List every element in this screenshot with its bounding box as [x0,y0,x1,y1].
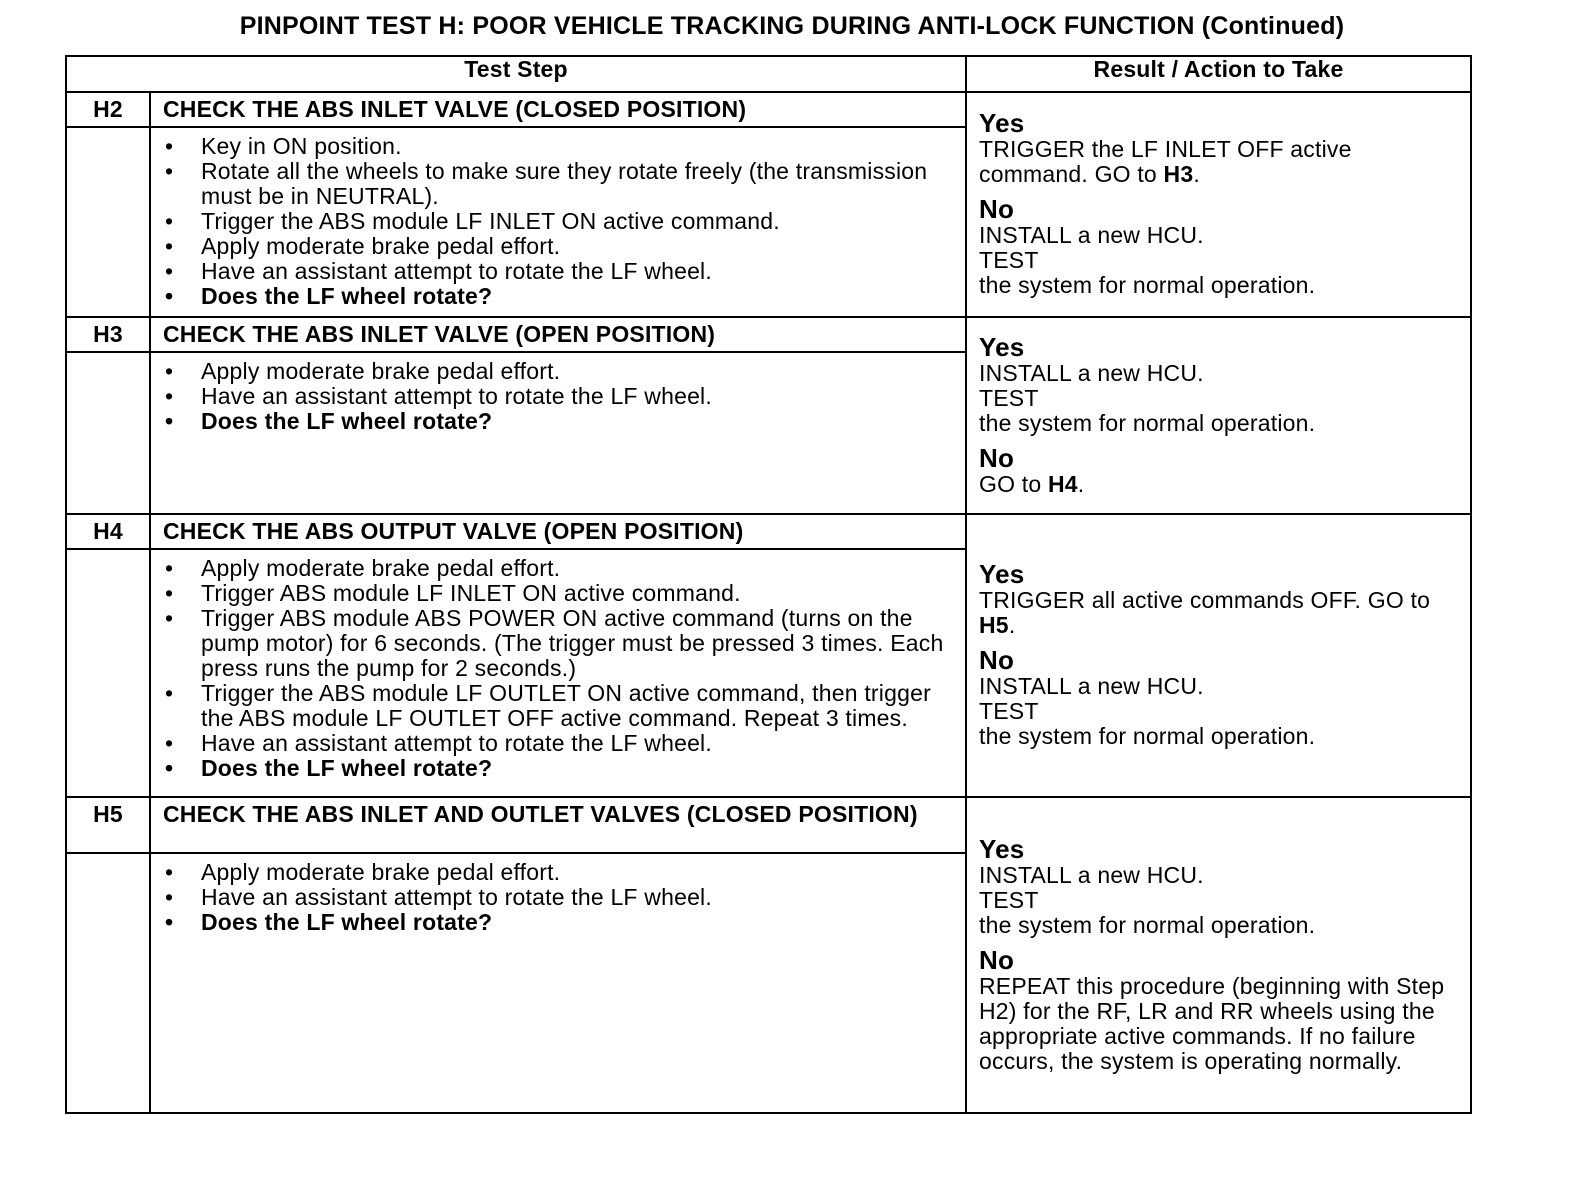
no-action-end: . [1077,470,1085,497]
step-title: CHECK THE ABS OUTPUT VALVE (OPEN POSITION) [150,514,966,549]
yes-action-line: TEST [979,886,1039,913]
yes-label: Yes [979,108,1025,138]
step-id: H3 [66,317,150,352]
yes-action-text: TRIGGER all active commands OFF. GO to [979,587,1431,613]
no-label: No [979,194,1015,224]
yes-action-line: INSTALL a new HCU. [979,861,1204,888]
no-action-line: INSTALL a new HCU. [979,222,1204,248]
yes-label: Yes [979,833,1025,864]
step-id-blank [66,127,150,317]
yes-action-line: the system for normal operation. [979,911,1316,938]
no-result [979,646,1462,749]
step-id-blank [66,352,150,514]
instruction-item: • Trigger the ABS module LF INLET ON active command. [163,209,949,234]
yes-action-end: . [1193,161,1200,187]
no-result [979,946,1462,1074]
step-instructions [150,853,966,1113]
step-title: CHECK THE ABS INLET VALVE (OPEN POSITION) [150,317,966,352]
no-label: No [979,442,1015,473]
instruction-item: • Have an assistant attempt to rotate the LF wheel. [163,731,949,756]
step-instructions [150,549,966,797]
instruction-item: • Apply moderate brake pedal effort. [163,860,949,885]
step-id: H4 [66,514,150,549]
instruction-question: • Does the LF wheel rotate? [163,409,949,434]
no-action: REPEAT this procedure (beginning with Step H2) for the RF, LR and RR wheels using the appropriate active commands. If no failure occurs, the system is operating normally. [979,972,1445,1074]
no-action-line: the system for normal operation. [979,272,1316,298]
instruction-list [163,134,949,309]
no-result [979,195,1462,298]
instruction-question: • Does the LF wheel rotate? [163,756,949,781]
instruction-item: • Have an assistant attempt to rotate the LF wheel. [163,259,949,284]
instruction-item: • Trigger ABS module LF INLET ON active command. [163,581,949,606]
no-action-line: TEST [979,698,1039,724]
instruction-item: • Rotate all the wheels to make sure they rotate freely (the transmission must be in NEUTRAL). [163,159,949,209]
yes-action-line: TEST [979,384,1039,411]
step-title-row [66,797,1471,853]
no-action [979,472,1462,497]
step-id-blank [66,853,150,1113]
instruction-question: • Does the LF wheel rotate? [163,910,949,935]
instruction-item: • Trigger the ABS module LF OUTLET ON active command, then trigger the ABS module LF OUTLET OFF active command. Repeat 3 times. [163,681,949,731]
yes-result [979,109,1462,187]
step-result [966,514,1471,797]
yes-label: Yes [979,559,1025,589]
step-title: CHECK THE ABS INLET VALVE (CLOSED POSITION) [150,92,966,127]
instruction-item: • Apply moderate brake pedal effort. [163,556,949,581]
yes-result [979,835,1462,938]
instruction-list [163,556,949,781]
step-id: H5 [66,797,150,853]
instruction-item: • Trigger ABS module ABS POWER ON active command (turns on the pump motor) for 6 seconds. (The trigger must be pressed 3 times. Each press runs the pump for 2 seconds.) [163,606,949,681]
step-instructions [150,127,966,317]
step-id: H2 [66,92,150,127]
yes-action-text: TRIGGER the LF INLET OFF active command. GO to [979,136,1352,187]
step-reference: H5 [979,612,1009,638]
instruction-list [163,860,949,935]
instruction-item: • Apply moderate brake pedal effort. [163,234,949,259]
table-header-row [66,56,1471,92]
step-reference: H4 [1047,470,1078,497]
step-title-row [66,514,1471,549]
instruction-item: • Have an assistant attempt to rotate the LF wheel. [163,384,949,409]
header-result-action: Result / Action to Take [966,56,1471,92]
instruction-item: • Apply moderate brake pedal effort. [163,359,949,384]
pinpoint-test-table [65,55,1472,1114]
yes-action [979,137,1462,187]
instruction-item: • Key in ON position. [163,134,949,159]
instruction-question: • Does the LF wheel rotate? [163,284,949,309]
yes-result [979,560,1462,638]
yes-result [979,333,1462,436]
yes-action-end: . [1008,612,1016,638]
yes-action [979,588,1462,638]
step-reference: H3 [1163,161,1194,187]
step-id-blank [66,549,150,797]
yes-action-line: INSTALL a new HCU. [979,359,1204,386]
no-action-text: GO to [979,470,1042,497]
yes-action-line: the system for normal operation. [979,409,1316,436]
step-title-row [66,92,1471,127]
yes-label: Yes [979,331,1025,362]
step-result [966,317,1471,514]
step-result [966,92,1471,317]
header-test-step: Test Step [66,56,966,92]
step-title: CHECK THE ABS INLET AND OUTLET VALVES (CLOSED POSITION) [150,797,966,853]
step-result [966,797,1471,1113]
instruction-item: • Have an assistant attempt to rotate the LF wheel. [163,885,949,910]
instruction-list [163,359,949,434]
step-title-row [66,317,1471,352]
no-action-line: INSTALL a new HCU. [979,673,1204,699]
step-instructions [150,352,966,514]
no-result [979,444,1462,497]
no-action-line: the system for normal operation. [979,723,1316,749]
document-title: PINPOINT TEST H: POOR VEHICLE TRACKING DURING ANTI-LOCK FUNCTION (Continued) [239,12,1345,40]
no-label: No [979,645,1015,675]
no-label: No [979,944,1015,975]
no-action-line: TEST [979,247,1039,273]
